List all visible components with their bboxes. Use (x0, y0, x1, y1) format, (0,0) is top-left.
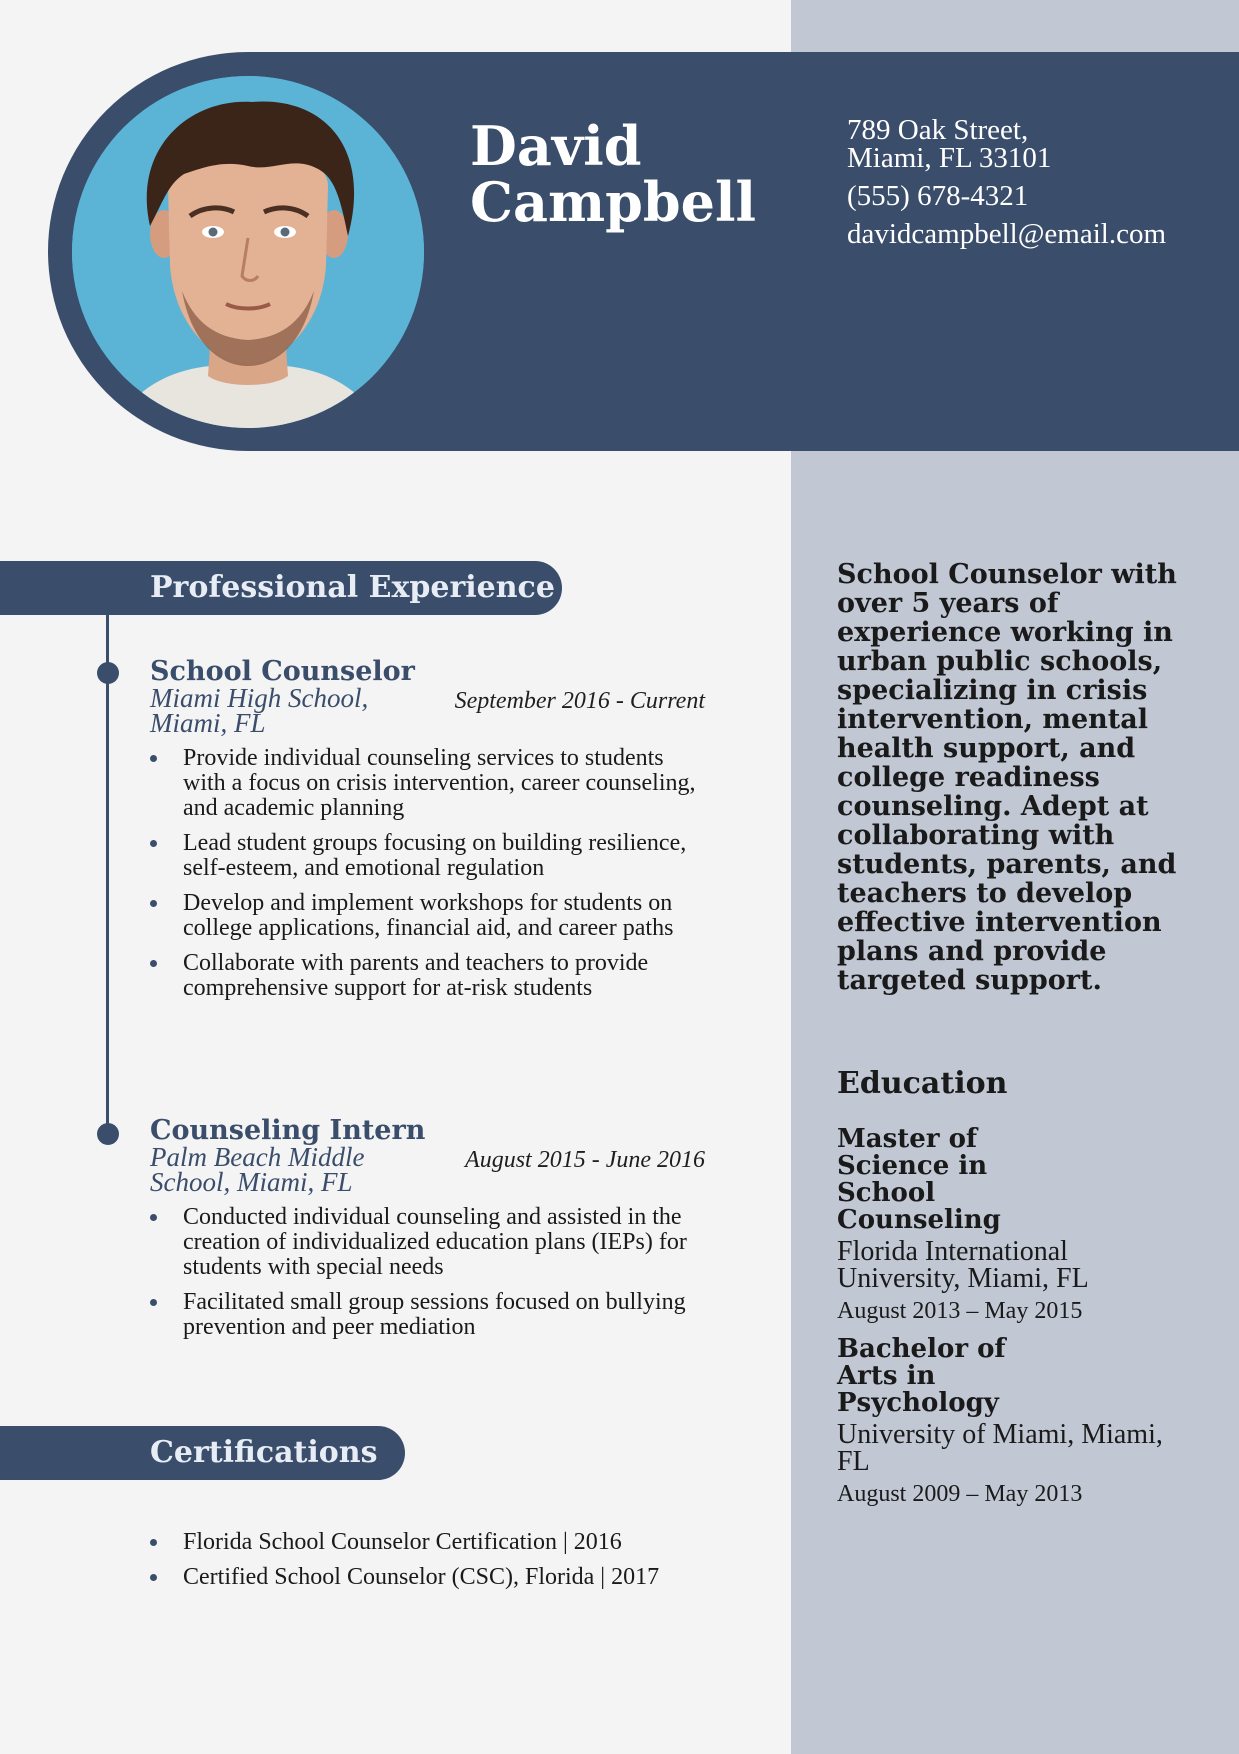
list-item (150, 891, 705, 941)
bullet-icon (150, 840, 157, 847)
bullet-icon (150, 1574, 157, 1581)
contact-info (847, 116, 1187, 258)
job-title: School Counselor (150, 656, 415, 687)
bullet-text: Facilitated small group sessions focused on bullying prevention and peer mediation (183, 1289, 686, 1340)
certifications-heading: Certifications (0, 1426, 405, 1480)
degree-title: Master of Science in School Counseling (837, 1124, 1001, 1235)
bullet-icon (150, 755, 157, 762)
bullet-text: Collaborate with parents and teachers to provide comprehensive support for at-risk students (183, 950, 649, 1001)
bullet-text: Conducted individual counseling and assisted in the creation of individualized education plans (IEPs) for students with special needs (183, 1204, 687, 1280)
phone-number: (555) 678-4321 (847, 180, 1029, 212)
education-dates: August 2013 – May 2015 (837, 1298, 1083, 1324)
bullet-icon (150, 1214, 157, 1221)
list-item (150, 1530, 690, 1555)
timeline-line (106, 614, 109, 1133)
email-address: davidcampbell@email.com (847, 218, 1167, 250)
timeline-dot (97, 662, 119, 684)
address (847, 116, 1187, 172)
job-bullets (150, 746, 705, 1001)
bullet-icon (150, 900, 157, 907)
job-organization: Palm Beach Middle School, Miami, FL (150, 1142, 365, 1197)
job-title: Counseling Intern (150, 1115, 426, 1146)
professional-summary: School Counselor with over 5 years of experience working in urban public schools, specializing in crisis intervention, mental health support, and college readiness counseling. Adept at collaborating with students, parents, and teachers to develop effective intervention plans and provide targeted support. (837, 559, 1177, 996)
bullet-text: Lead student groups focusing on building resilience, self-esteem, and emotional regulation (183, 830, 687, 881)
list-item (150, 831, 705, 881)
experience-heading: Professional Experience (0, 561, 562, 615)
candidate-name (470, 114, 757, 234)
job-dates: August 2015 - June 2016 (465, 1147, 705, 1173)
address-line-1: 789 Oak Street, (847, 114, 1029, 146)
certifications-list (150, 1524, 690, 1600)
education-heading: Education (837, 1066, 1008, 1101)
list-item (150, 746, 705, 821)
list-item (150, 1290, 705, 1340)
education-entry (837, 1126, 1197, 1325)
bullet-icon (150, 1299, 157, 1306)
school-name: University of Miami, Miami, FL (837, 1419, 1163, 1477)
list-item (150, 951, 705, 1001)
portrait-photo (72, 76, 424, 428)
job-entry (150, 1117, 705, 1350)
cert-text: Florida School Counselor Certification | 2016 (183, 1529, 622, 1555)
timeline-dot (97, 1123, 119, 1145)
bullet-icon (150, 1539, 157, 1546)
school-name: Florida International University, Miami, FL (837, 1236, 1089, 1294)
job-bullets (150, 1205, 705, 1340)
bullet-text: Provide individual counseling services to students with a focus on crisis intervention, career counseling, and academic planning (183, 745, 696, 821)
profile-photo (72, 76, 424, 428)
last-name: Campbell (470, 170, 757, 234)
bullet-text: Develop and implement workshops for students on college applications, financial aid, and career paths (183, 890, 674, 941)
degree-title: Bachelor of Arts in Psychology (837, 1334, 1006, 1418)
education-entry (837, 1336, 1197, 1508)
job-dates: September 2016 - Current (454, 688, 705, 714)
cert-text: Certified School Counselor (CSC), Florida | 2017 (183, 1564, 660, 1590)
job-meta (150, 683, 705, 740)
bullet-icon (150, 960, 157, 967)
job-organization: Miami High School, Miami, FL (150, 683, 369, 738)
job-meta (150, 1142, 705, 1199)
education-dates: August 2009 – May 2013 (837, 1481, 1083, 1507)
job-entry (150, 658, 705, 1011)
list-item (150, 1205, 705, 1280)
address-line-2: Miami, FL 33101 (847, 142, 1052, 174)
list-item (150, 1565, 690, 1590)
first-name: David (470, 114, 642, 178)
cert-bullets (150, 1530, 690, 1590)
